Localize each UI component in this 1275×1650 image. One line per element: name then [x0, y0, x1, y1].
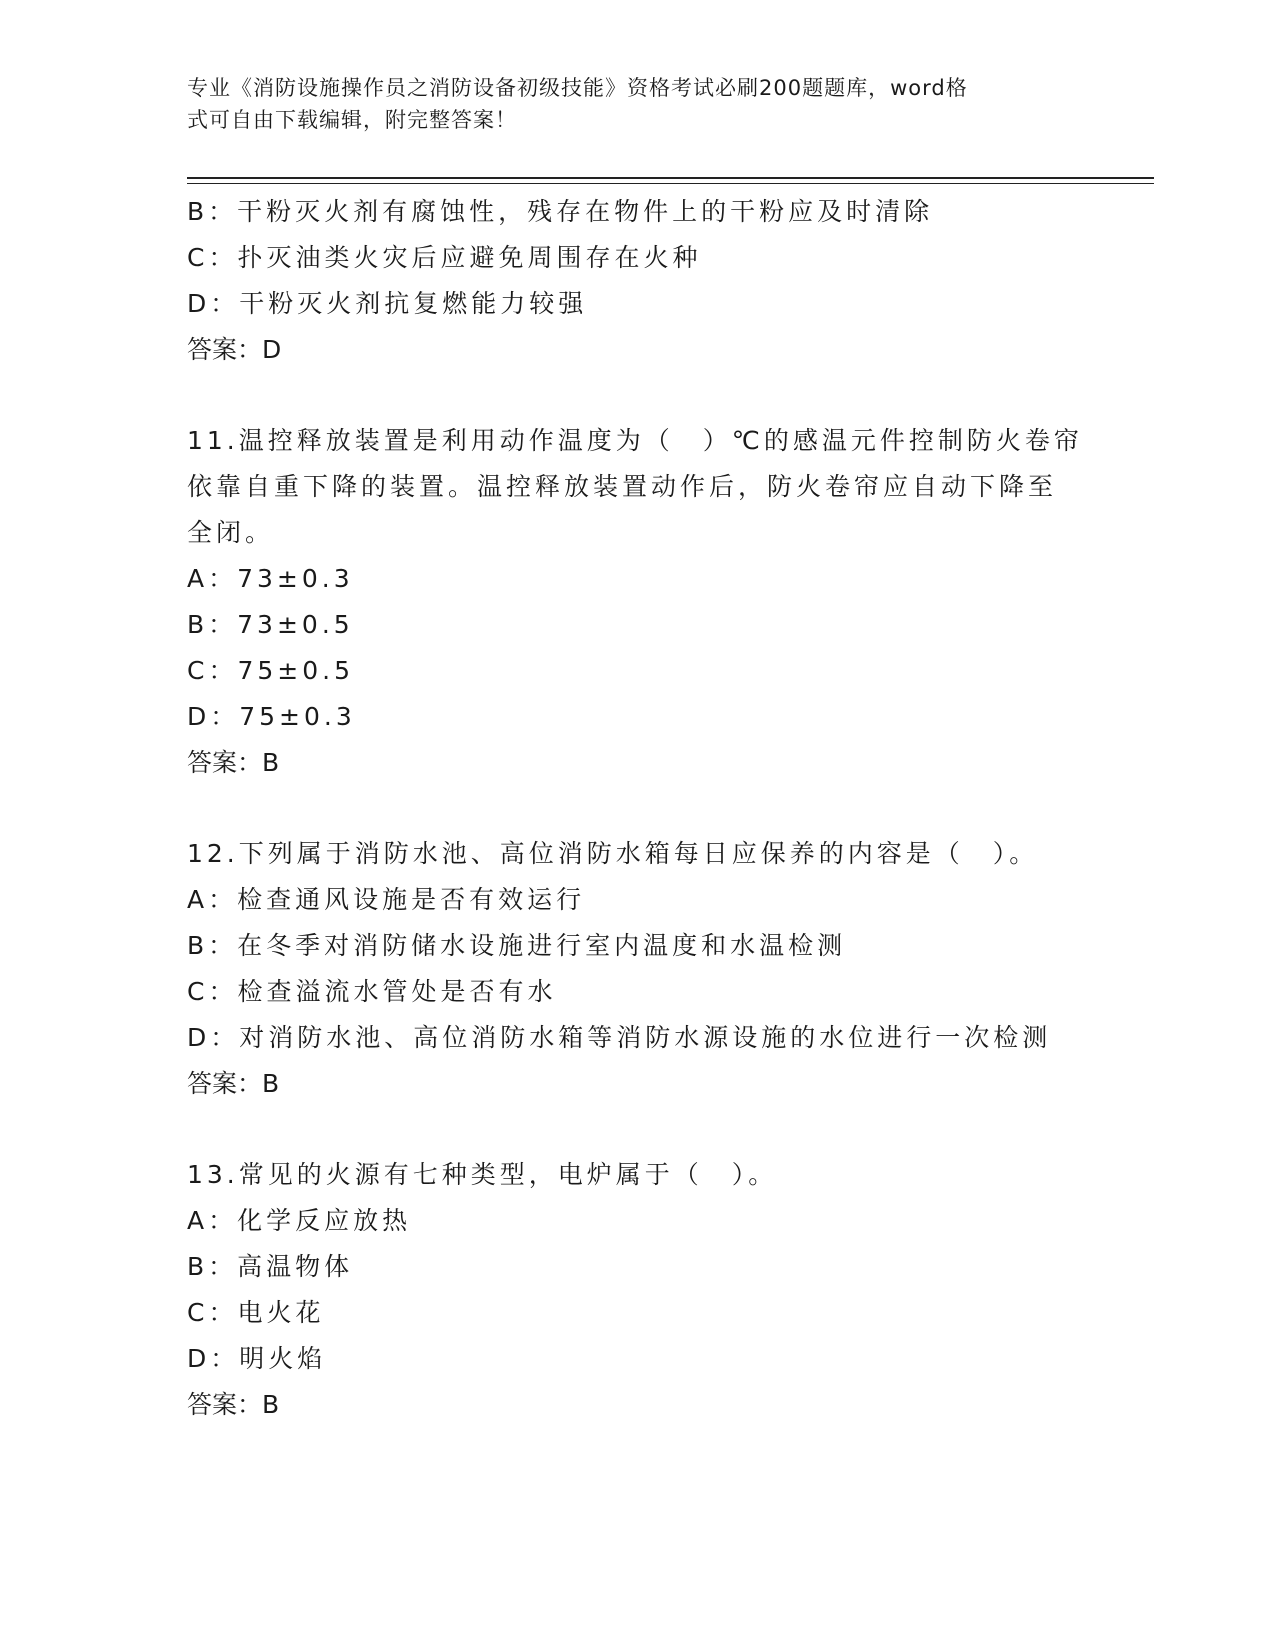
option-b: B：73±0.5 [187, 610, 354, 639]
question-11 [187, 418, 1087, 786]
answer: 答案：B [187, 1069, 280, 1098]
option-b: B：高温物体 [187, 1252, 354, 1281]
option-c: C：电火花 [187, 1298, 325, 1327]
option-c: C：检查溢流水管处是否有水 [187, 977, 557, 1006]
option-b: B：在冬季对消防储水设施进行室内温度和水温检测 [187, 931, 847, 960]
question-spacer [187, 1107, 1087, 1152]
question-spacer [187, 373, 1087, 418]
option-c: C：75±0.5 [187, 656, 354, 685]
answer: 答案：B [187, 748, 280, 777]
option-a: A：73±0.3 [187, 564, 354, 593]
document-header [187, 72, 1087, 136]
option-d: D：75±0.3 [187, 702, 356, 731]
option-d: D：明火焰 [187, 1344, 327, 1373]
option-b: B：干粉灭火剂有腐蚀性，残存在物件上的干粉应及时清除 [187, 197, 934, 226]
question-stem-line: 11.温控释放装置是利用动作温度为（ ）℃的感温元件控制防火卷帘 [187, 426, 1083, 455]
option-a: A：检查通风设施是否有效运行 [187, 885, 586, 914]
header-divider-thin [187, 183, 1154, 184]
question-10 [187, 189, 1087, 373]
question-stem-line: 全闭。 [187, 518, 275, 547]
option-d: D：对消防水池、高位消防水箱等消防水源设施的水位进行一次检测 [187, 1023, 1052, 1052]
question-12 [187, 831, 1087, 1107]
question-stem-line: 依靠自重下降的装置。温控释放装置动作后，防火卷帘应自动下降至 [187, 472, 1058, 501]
header-line-2: 式可自由下载编辑，附完整答案！ [187, 108, 517, 132]
answer: 答案：D [187, 335, 282, 364]
question-stem-line: 13.常见的火源有七种类型，电炉属于（ ）。 [187, 1160, 778, 1189]
question-list [187, 189, 1087, 1428]
question-stem-line: 12.下列属于消防水池、高位消防水箱每日应保养的内容是（ ）。 [187, 839, 1039, 868]
header-line-1: 专业《消防设施操作员之消防设备初级技能》资格考试必刷200题题库，word格 [187, 76, 968, 100]
question-13 [187, 1152, 1087, 1428]
question-spacer [187, 786, 1087, 831]
answer: 答案：B [187, 1390, 280, 1419]
option-c: C：扑灭油类火灾后应避免周围存在火种 [187, 243, 702, 272]
header-divider-thick [187, 177, 1154, 179]
option-d: D：干粉灭火剂抗复燃能力较强 [187, 289, 588, 318]
option-a: A：化学反应放热 [187, 1206, 412, 1235]
